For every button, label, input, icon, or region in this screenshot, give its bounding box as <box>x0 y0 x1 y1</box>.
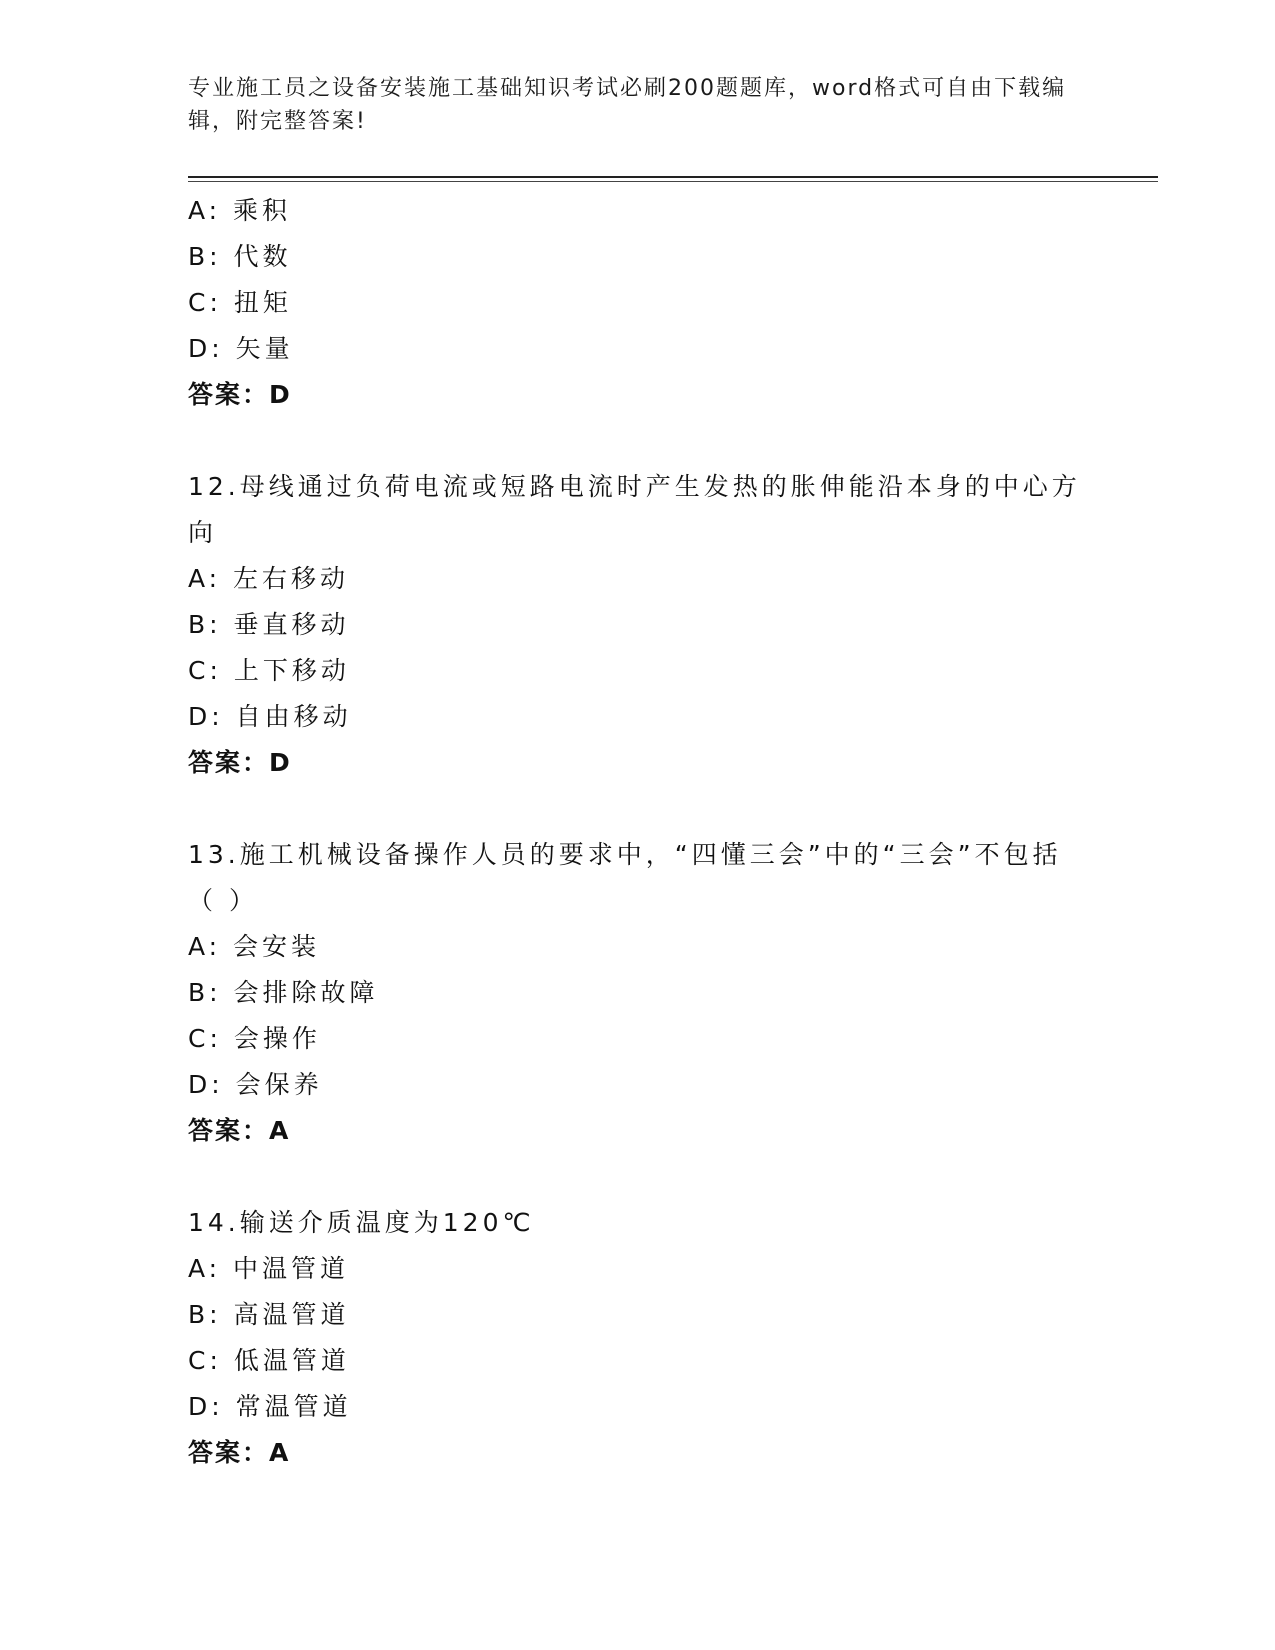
question-14 <box>188 1200 1088 1476</box>
spacer <box>188 786 1088 832</box>
option-a: A: 左右移动 <box>188 564 350 593</box>
option-b: B: 高温管道 <box>188 1300 350 1329</box>
spacer <box>188 418 1088 464</box>
question-text: 13.施工机械设备操作人员的要求中，“四懂三会”中的“三会”不包括（ ） <box>188 840 1062 915</box>
question-list <box>188 188 1088 1476</box>
question-text: 14.输送介质温度为120℃ <box>188 1208 535 1237</box>
option-b: B: 代数 <box>188 242 292 271</box>
header-divider-thick <box>188 176 1158 178</box>
answer: 答案：A <box>188 1438 291 1467</box>
spacer <box>188 1154 1088 1200</box>
option-c: C: 扭矩 <box>188 288 292 317</box>
option-b: B: 会排除故障 <box>188 978 379 1007</box>
question-12 <box>188 464 1088 786</box>
question-13 <box>188 832 1088 1154</box>
option-d: D: 自由移动 <box>188 702 352 731</box>
option-c: C: 低温管道 <box>188 1346 350 1375</box>
header-divider-thin <box>188 181 1158 182</box>
answer: 答案：A <box>188 1116 291 1145</box>
option-d: D: 矢量 <box>188 334 294 363</box>
carryover-question <box>188 188 1088 418</box>
option-c: C: 上下移动 <box>188 656 350 685</box>
answer: 答案：D <box>188 748 292 777</box>
option-d: D: 会保养 <box>188 1070 323 1099</box>
document-header: 专业施工员之设备安装施工基础知识考试必刷200题题库，word格式可自由下载编辑，附完整答案! <box>188 76 1067 134</box>
option-d: D: 常温管道 <box>188 1392 352 1421</box>
answer: 答案：D <box>188 380 292 409</box>
question-text: 12.母线通过负荷电流或短路电流时产生发热的胀伸能沿本身的中心方向 <box>188 472 1081 547</box>
option-a: A: 中温管道 <box>188 1254 350 1283</box>
option-c: C: 会操作 <box>188 1024 321 1053</box>
option-a: A: 会安装 <box>188 932 321 961</box>
option-b: B: 垂直移动 <box>188 610 350 639</box>
option-a: A: 乘积 <box>188 196 292 225</box>
